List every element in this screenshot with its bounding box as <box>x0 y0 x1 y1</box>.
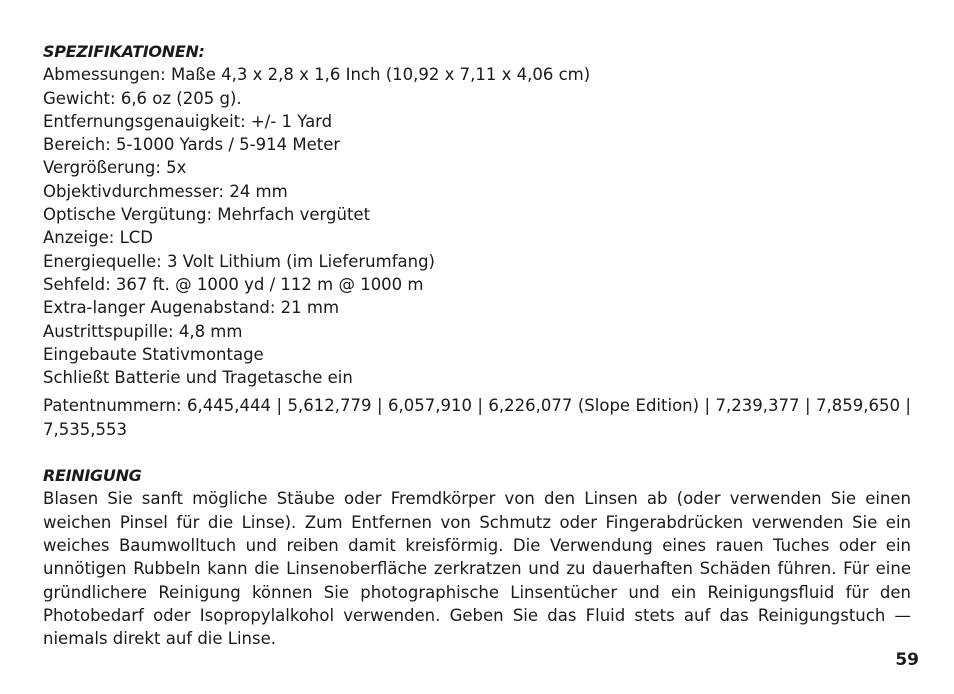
spec-item-includes: Schließt Batterie und Tragetasche ein <box>43 368 353 388</box>
spec-item-dimensions: Abmessungen: Maße 4,3 x 2,8 x 1,6 Inch (10,92 x 7,11 x 4,06 cm) <box>43 65 591 85</box>
cleaning-paragraph: Blasen Sie sanft mögliche Stäube oder Fremdkörper von den Linsen ab (oder verwenden Sie einen weichen Pinsel für die Linse). Zum Entfernen von Schmutz oder Fingerabdrücken verwenden Sie ein weiches Baumwolltuch und reiben damit kreisförmig. Die Verwendung eines rauen Tuches oder ein unnötigen Rubbeln kann die Linsenoberfläche zerkratzen und zu dauerhaften Schäden führen. Für eine gründlichere Reinigung können Sie photographische Linsentücher und ein Reinigungsfluid für den Photobedarf oder Isopropylalkohol verwenden. Geben Sie das Fluid stets auf das Reinigungstuch — niemals direkt auf die Linse. <box>43 489 911 649</box>
spec-item-optical-coating: Optische Vergütung: Mehrfach vergütet <box>43 205 371 225</box>
spec-item-power-source: Energiequelle: 3 Volt Lithium (im Lieferumfang) <box>43 251 435 271</box>
spec-item-weight: Gewicht: 6,6 oz (205 g). <box>43 88 242 108</box>
page-number: 59 <box>895 650 919 670</box>
document-page <box>43 40 911 650</box>
spec-item-tripod-mount: Eingebaute Stativmontage <box>43 344 264 364</box>
spec-item-eye-relief: Extra-langer Augenabstand: 21 mm <box>43 298 340 318</box>
spec-item-accuracy: Entfernungsgenauigkeit: +/- 1 Yard <box>43 111 333 131</box>
specifications-heading: SPEZIFIKATIONEN: <box>43 42 205 61</box>
specifications-list <box>43 63 911 389</box>
patent-numbers: Patentnummern: 6,445,444 | 5,612,779 | 6,057,910 | 6,226,077 (Slope Edition) | 7,239,377 | 7,859,650 | 7,535,553 <box>43 396 911 439</box>
spec-item-magnification: Vergrößerung: 5x <box>43 158 187 178</box>
spec-item-display: Anzeige: LCD <box>43 228 153 248</box>
spec-item-exit-pupil: Austrittspupille: 4,8 mm <box>43 321 243 341</box>
spec-item-range: Bereich: 5-1000 Yards / 5-914 Meter <box>43 135 341 155</box>
spec-item-field-of-view: Sehfeld: 367 ft. @ 1000 yd / 112 m @ 1000 m <box>43 274 424 294</box>
cleaning-heading: REINIGUNG <box>43 466 142 486</box>
spec-item-objective-diameter: Objektivdurchmesser: 24 mm <box>43 181 288 201</box>
